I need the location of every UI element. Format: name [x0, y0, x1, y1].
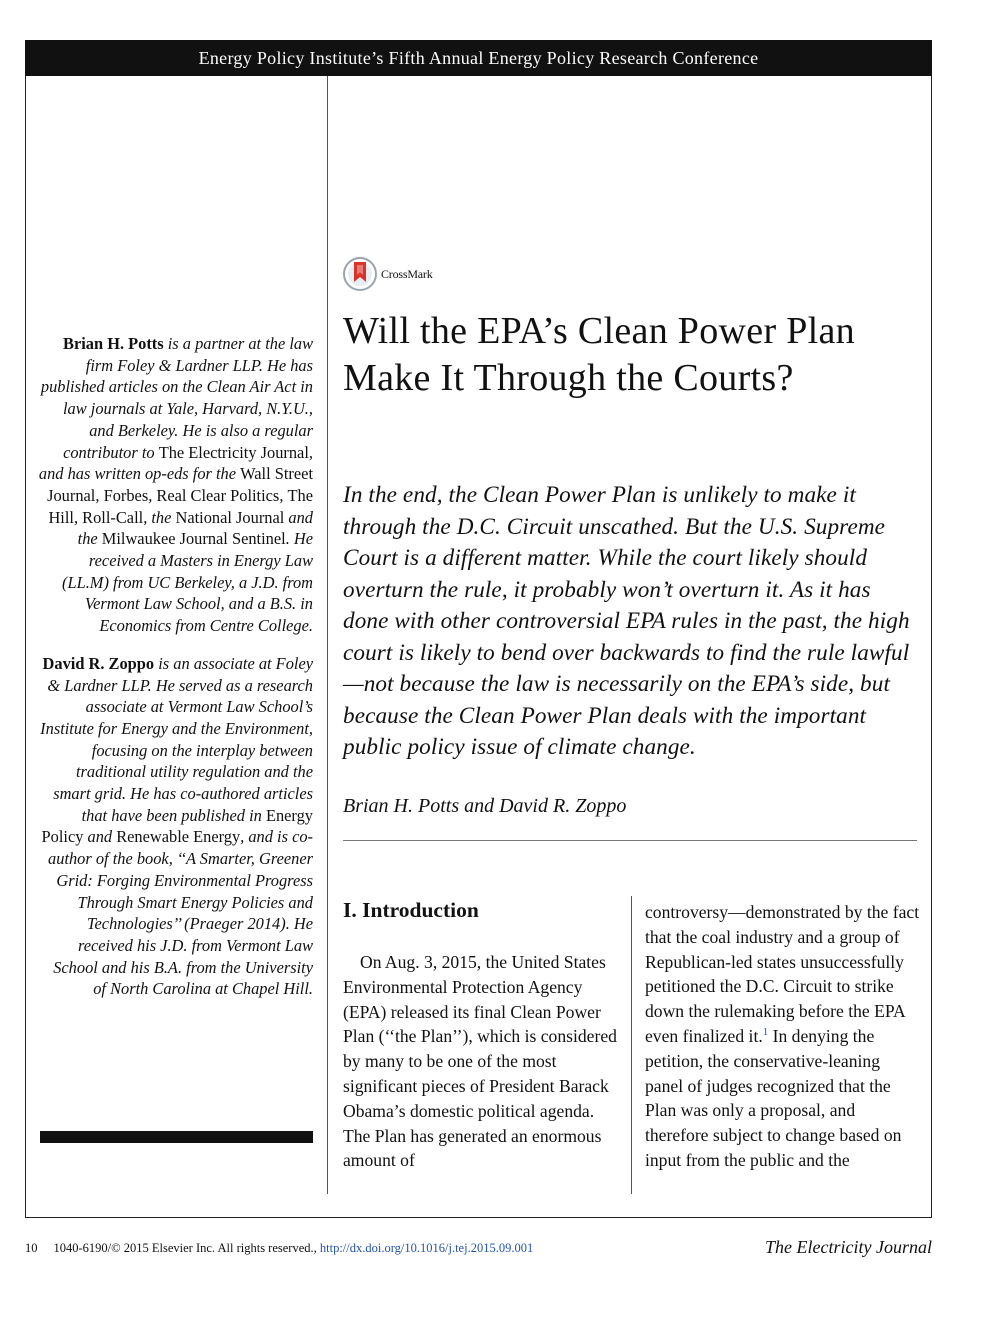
bio-text: ,	[95, 485, 104, 505]
author-bios	[38, 333, 313, 1016]
body-column-right	[645, 900, 920, 1173]
journal-name: The Electricity Journal	[158, 442, 309, 462]
bio-text: ,	[73, 507, 83, 527]
journal-name: National Journal	[175, 507, 285, 527]
bio-text: ,	[148, 485, 157, 505]
bio-potts	[38, 333, 313, 637]
footer-left	[25, 1241, 533, 1256]
bio-text: , the	[143, 507, 176, 527]
article-authors: Brian H. Potts and David R. Zoppo	[343, 795, 627, 817]
bio-text: and	[83, 827, 117, 847]
page-footer	[25, 1237, 932, 1261]
frame-bottom-border	[25, 1217, 932, 1218]
bio-text: . He received a Masters in Energy Law (LL.M) from UC Berkeley, a J.D. from Vermont Law School, and a B.S. in Economics from Centre College.	[62, 529, 313, 636]
bio-text: is a partner at the law firm Foley & Lardner LLP. He has published articles on the Clean Air Act in law journals at Yale, Harvard, N.Y.U., and Berkeley. He is also a regular contributor to	[40, 334, 313, 462]
bio-end-bar	[40, 1131, 313, 1143]
copyright: 1040-6190/© 2015 Elsevier Inc. All rights reserved.,	[53, 1241, 320, 1255]
doi-link[interactable]: http://dx.doi.org/10.1016/j.tej.2015.09.001	[319, 1241, 534, 1255]
page-number: 10	[25, 1241, 38, 1255]
text-column-divider	[631, 896, 632, 1194]
bio-text: and the	[77, 507, 313, 549]
authors-rule	[343, 840, 917, 841]
column-divider	[327, 76, 328, 1194]
body-text: In denying the petition, the conservative-leaning panel of judges recognized that the Plan was only a proposal, and therefore subject to change based on input from the public and the	[645, 1025, 902, 1170]
body-text: controversy—demonstrated by the fact that the coal industry and a group of Republican-led states unsuccessfully petitioned the D.C. Circuit to strike down the rulemaking before the EPA even finalized it.	[645, 902, 920, 1046]
conference-header: Energy Policy Institute’s Fifth Annual Energy Policy Research Conference	[25, 40, 932, 76]
frame-right-border	[931, 76, 932, 1218]
journal-name: Roll-Call	[82, 507, 144, 527]
journal-name: Real Clear Politics	[156, 485, 280, 505]
journal-name: The Hill	[48, 485, 313, 527]
journal-name: Energy Policy	[41, 805, 313, 847]
journal-name: The Electricity Journal	[765, 1237, 932, 1257]
journal-name: Milwaukee Journal Sentinel	[101, 529, 286, 549]
footnote-link[interactable]: 1	[762, 1026, 769, 1039]
journal-name: Renewable Energy	[116, 827, 241, 847]
bio-text: , and has written op-eds for the	[38, 442, 313, 484]
article-abstract: In the end, the Clean Power Plan is unlikely to make it through the D.C. Circuit unscathed. But the U.S. Supreme Court is a different matter. While the court likely should overturn the rule, it probably won’t overturn it. As it has done with other controversial EPA rules in the past, the high court is likely to bend over backwards to find the rule lawful—not because the law is necessarily on the EPA’s side, but because the Clean Power Plan deals with the important public policy issue of climate change.	[343, 482, 910, 760]
body-column-left: On Aug. 3, 2015, the United States Environmental Protection Agency (EPA) released its final Clean Power Plan (‘‘the Plan’’), which is considered by many to be one of the most significant pieces of President Barack Obama’s domestic political agenda. The Plan has generated an enormous amount of	[343, 952, 617, 1171]
article-title: Will the EPA’s Clean Power Plan Make It Through the Courts?	[343, 310, 855, 399]
frame-left-border	[25, 76, 26, 1218]
bio-text: is an associate at Foley & Lardner LLP. He served as a research associate at Vermont Law School’s Institute for Energy and the Environment, focusing on the interplay between traditional utility regulation and the smart grid. He has co-authored articles that have been published in	[40, 653, 313, 825]
bio-text: ,	[279, 485, 288, 505]
crossmark-icon	[343, 256, 377, 292]
section-heading: I. Introduction	[343, 898, 479, 922]
journal-name: Wall Street Journal	[47, 464, 313, 505]
bio-zoppo	[38, 653, 313, 1000]
bio-text: , and is co-author of the book, ‘‘A Smarter, Greener Grid: Forging Environmental Progress Through Smart Energy Policies and Technologies’’ (Praeger 2014). He received his J.D. from Vermont Law School and his B.A. from the University of North Carolina at Chapel Hill.	[48, 827, 313, 999]
crossmark-label: CrossMark	[381, 266, 433, 281]
journal-name: Forbes	[103, 485, 149, 505]
crossmark-badge[interactable]	[343, 256, 433, 292]
bio-potts-name: Brian H. Potts	[63, 334, 164, 353]
bio-zoppo-name: David R. Zoppo	[42, 653, 155, 673]
